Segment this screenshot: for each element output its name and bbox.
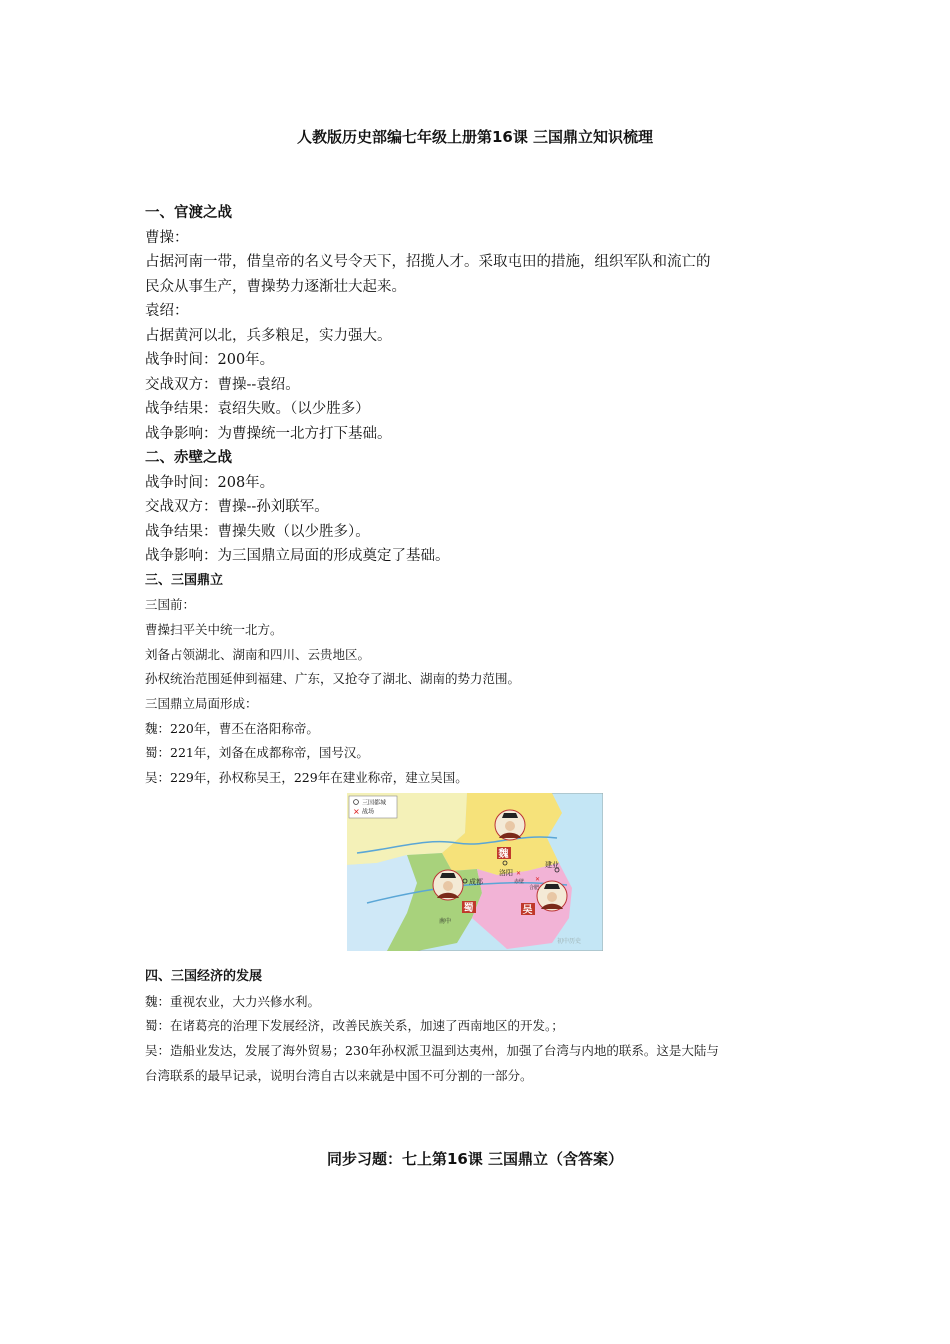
document-body — [145, 201, 810, 1088]
battle-symbol-icon: ✕ — [353, 807, 360, 817]
section3-line: 孙权统治范围延伸到福建、广东，又抢夺了湖北、湖南的势力范围。 — [145, 671, 521, 687]
section2-line: 交战双方：曹操--孙刘联军。 — [145, 499, 329, 515]
jianye-label: 建业 — [545, 860, 559, 869]
section3-line: 曹操扫平关中统一北方。 — [145, 621, 283, 637]
face-icon — [505, 821, 515, 831]
section1-line: 战争影响：为曹操统一北方打下基础。 — [145, 425, 392, 442]
section2-heading: 二、赤壁之战 — [145, 450, 232, 466]
section4-heading: 四、三国经济的发展 — [145, 968, 263, 984]
section2-line: 战争结果：曹操失败（以少胜多）。 — [145, 523, 370, 540]
section2-line: 战争影响：为三国鼎立局面的形成奠定了基础。 — [145, 548, 450, 564]
legend-battle-label: 战场 — [362, 808, 375, 816]
section3-line: 刘备占领湖北、湖南和四川、云贵地区。 — [145, 646, 371, 662]
crown-icon — [544, 884, 560, 889]
hefei-battle-icon: ✕ — [535, 875, 541, 883]
section1-line: 占据河南一带，借皇帝的名义号令天下，招揽人才。采取屯田的措施，组织军队和流亡的 — [145, 254, 711, 270]
face-icon — [547, 892, 557, 902]
section1-line: 战争结果：袁绍失败。（以少胜多） — [145, 401, 370, 417]
crown-icon — [502, 813, 518, 818]
section2-line: 战争时间：208年。 — [145, 474, 275, 491]
section1-line: 占据黄河以北，兵多粮足，实力强大。 — [145, 327, 392, 344]
hefei-label: 合肥 — [529, 884, 540, 891]
map-graphic — [347, 793, 603, 951]
section4-line: 魏：重视农业，大力兴修水利。 — [145, 993, 321, 1009]
wu-label: 吴 — [522, 904, 533, 916]
nanzhong-label: 南中 — [439, 917, 452, 925]
section1-heading: 一、官渡之战 — [145, 205, 232, 221]
section3-line: 三国鼎立局面形成： — [145, 696, 258, 712]
legend-capital-label: 三国都城 — [362, 799, 387, 807]
map-watermark: 初中历史 — [557, 937, 582, 945]
section4-line: 吴：造船业发达，发展了海外贸易；230年孙权派卫温到达夷州，加强了台湾与内地的联系。这是大陆与 — [145, 1042, 719, 1058]
three-kingdoms-map — [347, 793, 603, 951]
section1-line: 民众从事生产，曹操势力逐渐壮大起来。 — [145, 278, 406, 295]
face-icon — [443, 881, 453, 891]
section1-line: 交战双方：曹操--袁绍。 — [145, 376, 300, 393]
section4-line: 台湾联系的最早记录，说明台湾自古以来就是中国不可分割的一部分。 — [145, 1067, 533, 1083]
section4-line: 蜀：在诸葛亮的治理下发展经济，改善民族关系，加速了西南地区的开发。； — [145, 1018, 564, 1034]
section3-line: 魏：220年，曹丕在洛阳称帝。 — [145, 720, 319, 736]
section3-line: 吴：229年，孙权称吴王，229年在建业称帝，建立吴国。 — [145, 770, 468, 786]
chibi-battle-icon: ✕ — [516, 869, 522, 877]
section1-line: 战争时间：200年。 — [145, 352, 275, 368]
section1-line: 袁绍： — [145, 303, 189, 319]
section3-heading: 三、三国鼎立 — [145, 572, 224, 588]
chengdu-label: 成都 — [469, 877, 483, 886]
section3-line: 蜀：221年，刘备在成都称帝，国号汉。 — [145, 745, 369, 761]
section3-line: 三国前： — [145, 597, 196, 613]
exercise-title: 同步习题：七上第16课 三国鼎立（含答案） — [326, 1150, 624, 1168]
section1-line: 曹操： — [145, 229, 189, 246]
shu-label: 蜀 — [463, 902, 474, 914]
chibi-label: 赤壁 — [514, 878, 525, 885]
crown-icon — [440, 873, 456, 878]
luoyang-label: 洛阳 — [499, 868, 513, 877]
page-title: 人教版历史部编七年级上册第16课 三国鼎立知识梳理 — [296, 128, 654, 146]
wei-label: 魏 — [498, 848, 509, 860]
